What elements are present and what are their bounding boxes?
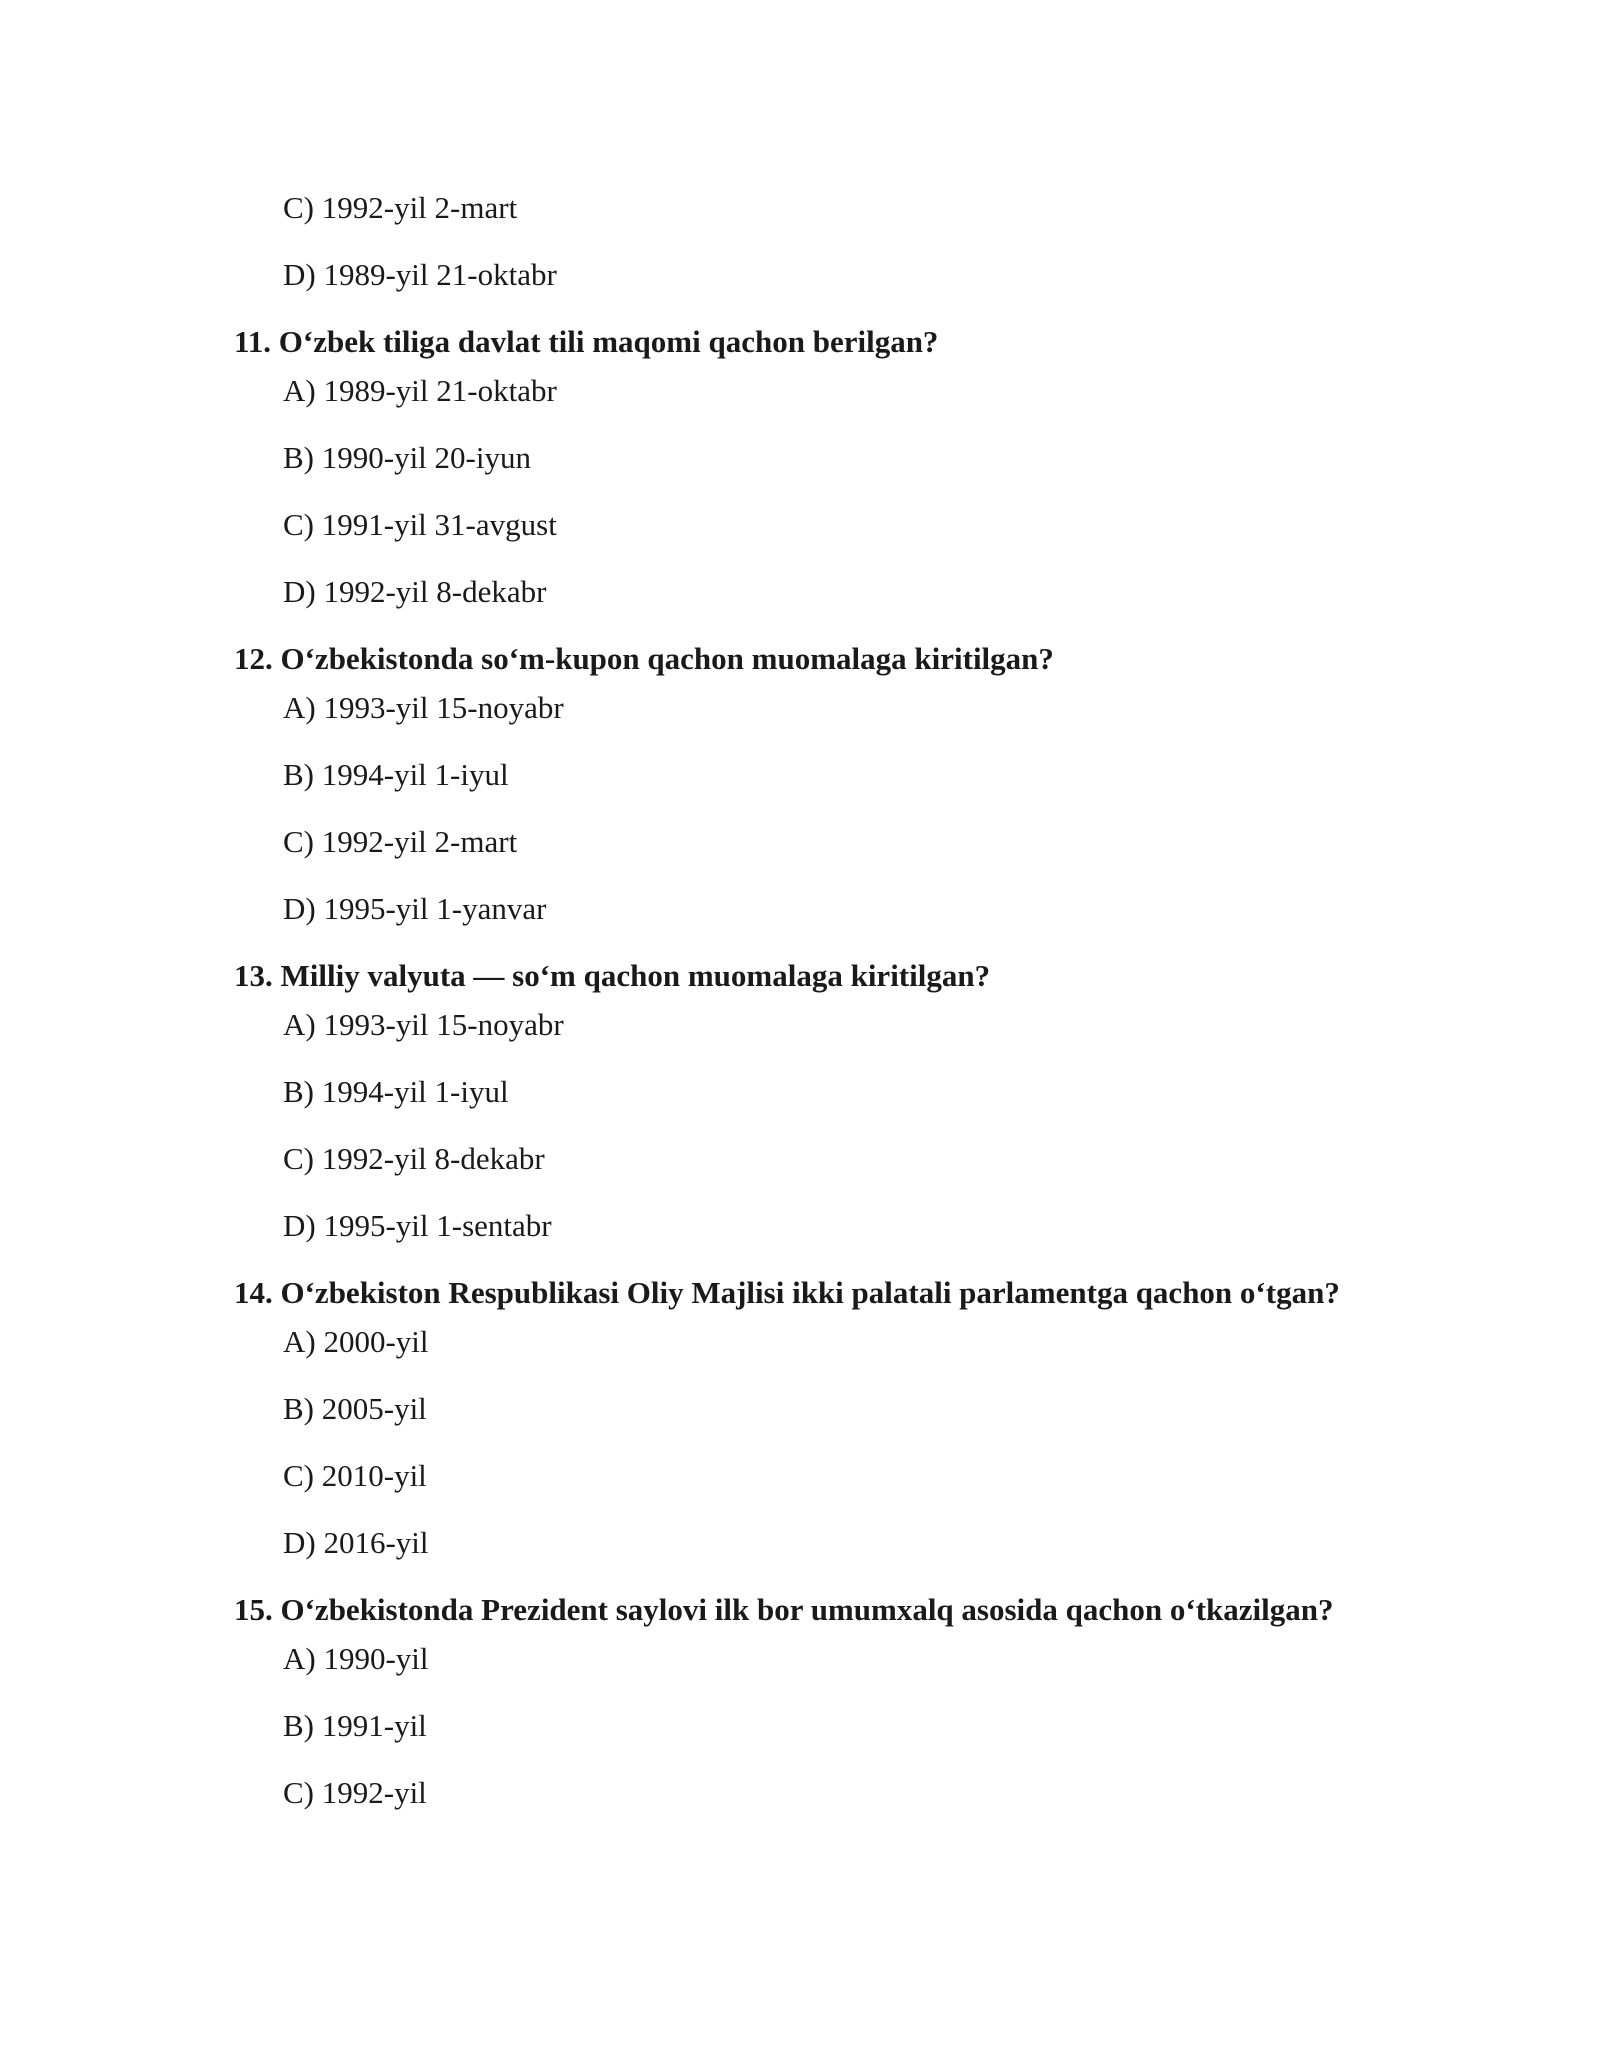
option: B) 1990-yil 20-iyun (283, 440, 531, 475)
question-title: 12. O‘zbekistonda so‘m-kupon qachon muomalaga kiritilgan? (234, 641, 1054, 676)
option: B) 1994-yil 1-iyul (283, 757, 509, 792)
option: C) 2010-yil (283, 1458, 427, 1493)
option: C) 1991-yil 31-avgust (283, 507, 557, 542)
option: D) 1989-yil 21-oktabr (283, 257, 557, 292)
question-title: 15. O‘zbekistonda Prezident saylovi ilk bor umumxalq asosida qachon o‘tkazilgan? (234, 1592, 1334, 1627)
option: C) 1992-yil 2-mart (283, 190, 518, 225)
option: A) 1993-yil 15-noyabr (283, 1007, 564, 1042)
option: A) 1989-yil 21-oktabr (283, 373, 557, 408)
option: C) 1992-yil (283, 1775, 427, 1810)
question-title: 11. O‘zbek tiliga davlat tili maqomi qachon berilgan? (234, 324, 939, 359)
option: B) 2005-yil (283, 1391, 427, 1426)
option: D) 1995-yil 1-sentabr (283, 1208, 552, 1243)
option: A) 1993-yil 15-noyabr (283, 690, 564, 725)
option: D) 2016-yil (283, 1525, 429, 1560)
option: D) 1992-yil 8-dekabr (283, 574, 547, 609)
option: A) 2000-yil (283, 1324, 429, 1359)
option: B) 1994-yil 1-iyul (283, 1074, 509, 1109)
option: D) 1995-yil 1-yanvar (283, 891, 547, 926)
option: B) 1991-yil (283, 1708, 427, 1743)
question-title: 14. O‘zbekiston Respublikasi Oliy Majlisi ikki palatali parlamentga qachon o‘tgan? (234, 1275, 1340, 1310)
question-title: 13. Milliy valyuta — so‘m qachon muomalaga kiritilgan? (234, 958, 991, 993)
option: C) 1992-yil 8-dekabr (283, 1141, 545, 1176)
option: C) 1992-yil 2-mart (283, 824, 518, 859)
option: A) 1990-yil (283, 1641, 429, 1676)
